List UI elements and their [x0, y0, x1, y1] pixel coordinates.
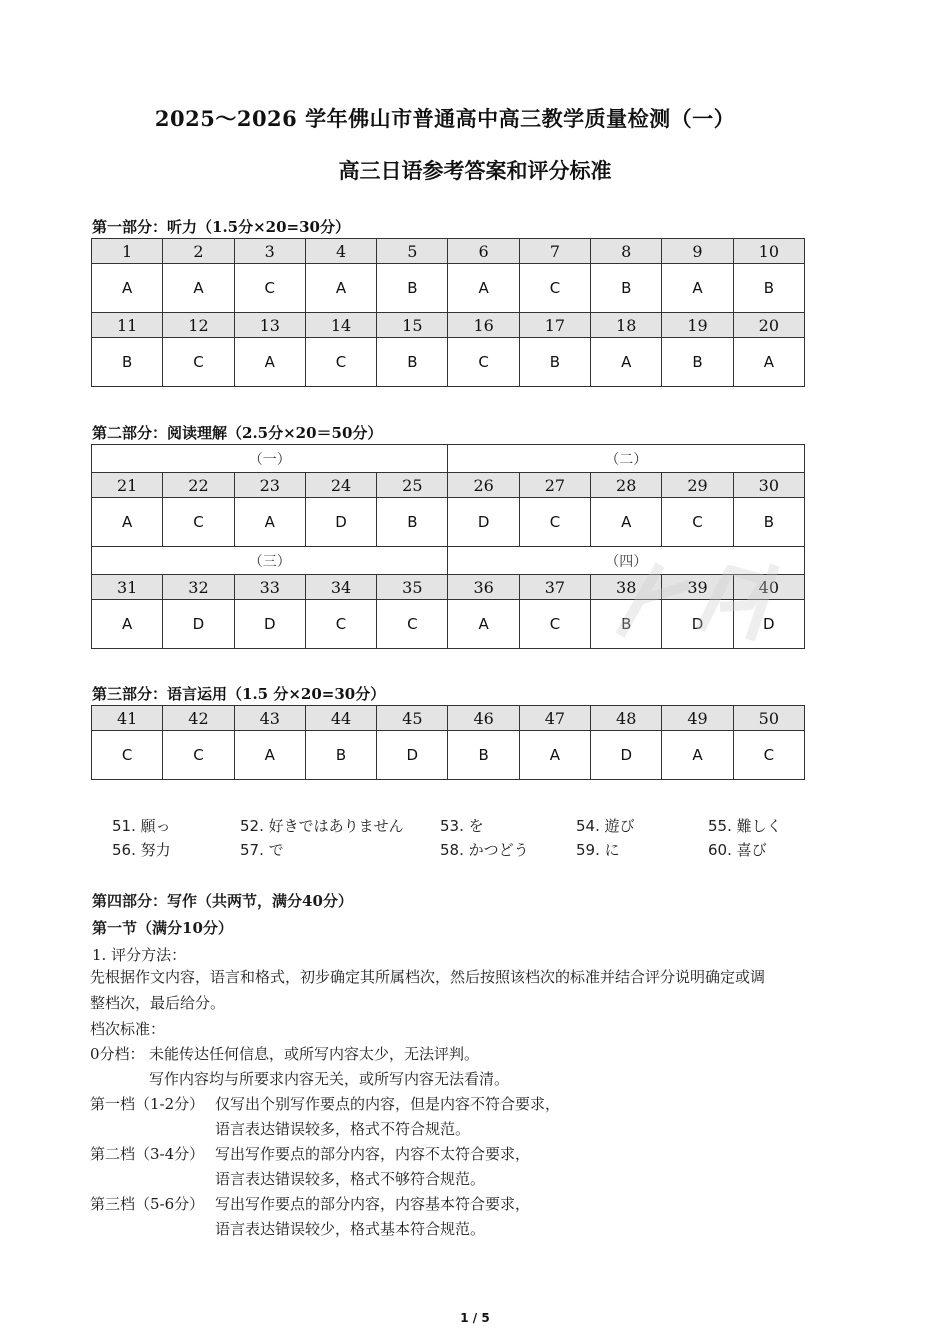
answer-cell: C [448, 338, 519, 387]
question-number-row [92, 473, 805, 498]
grade-standard-title: 档次标准： [90, 1020, 166, 1038]
question-number: 13 [234, 313, 305, 338]
answer-row [92, 731, 805, 780]
question-number: 15 [377, 313, 448, 338]
answer-cell: B [591, 264, 662, 313]
question-number: 2 [163, 239, 234, 264]
grade-label: 第二档（3-4分） [90, 1145, 205, 1163]
question-number: 37 [519, 575, 590, 600]
question-number: 44 [305, 706, 376, 731]
part4-heading: 第四部分：写作（共两节，满分40分） [92, 892, 353, 910]
question-number: 3 [234, 239, 305, 264]
answer-cell: A [591, 498, 662, 547]
fill-answers-row-2 [112, 839, 812, 861]
answer-cell: A [591, 338, 662, 387]
answer-cell: B [733, 498, 804, 547]
answer-cell: A [234, 498, 305, 547]
answer-cell: A [448, 264, 519, 313]
question-number: 12 [163, 313, 234, 338]
question-number: 22 [163, 473, 234, 498]
answer-cell: A [448, 600, 519, 649]
question-number: 6 [448, 239, 519, 264]
answer-cell: D [377, 731, 448, 780]
question-number: 19 [662, 313, 733, 338]
question-number: 34 [305, 575, 376, 600]
question-number: 29 [662, 473, 733, 498]
watermark-graphic [600, 545, 800, 655]
answer-cell: B [305, 731, 376, 780]
part3-heading: 第三部分：语言运用（1.5 分×20=30分） [92, 685, 386, 703]
answer-cell: A [305, 264, 376, 313]
fill-answer: 58. かつどう [440, 841, 529, 859]
grade-line: 写出写作要点的部分内容，内容不太符合要求， [215, 1145, 531, 1163]
question-number: 41 [92, 706, 163, 731]
answer-cell: B [377, 338, 448, 387]
question-number: 26 [448, 473, 519, 498]
part1-answer-table [91, 238, 805, 387]
passage-group-row [92, 445, 805, 473]
page-subtitle: 高三日语参考答案和评分标准 [338, 158, 612, 183]
answer-cell: C [662, 498, 733, 547]
answer-cell: D [448, 498, 519, 547]
answer-cell: C [305, 338, 376, 387]
answer-cell: A [662, 731, 733, 780]
question-number: 42 [163, 706, 234, 731]
grade-line: 仅写出个别写作要点的内容，但是内容不符合要求， [215, 1095, 561, 1113]
fill-answer: 54. 遊び [576, 817, 635, 835]
grade-label: 第一档（1-2分） [90, 1095, 205, 1113]
answer-cell: C [163, 498, 234, 547]
question-number: 33 [234, 575, 305, 600]
fill-answer: 53. を [440, 817, 484, 835]
grade-label: 第三档（5-6分） [90, 1195, 205, 1213]
grade-line: 写作内容均与所要求内容无关，或所写内容无法看清。 [149, 1070, 510, 1088]
question-number: 9 [662, 239, 733, 264]
question-number: 36 [448, 575, 519, 600]
page-title: 2025～2026 学年佛山市普通高中高三教学质量检测（一） [154, 106, 736, 131]
grade-line: 未能传达任何信息，或所写内容太少，无法评判。 [149, 1045, 480, 1063]
part3-answer-table [91, 705, 805, 780]
question-number: 7 [519, 239, 590, 264]
question-number-row [92, 706, 805, 731]
fill-answer: 55. 難しく [708, 817, 782, 835]
question-number: 17 [519, 313, 590, 338]
question-number: 20 [733, 313, 804, 338]
page-number: 1 / 5 [460, 1311, 490, 1325]
question-number: 14 [305, 313, 376, 338]
answer-cell: A [519, 731, 590, 780]
question-number: 24 [305, 473, 376, 498]
part2-heading: 第二部分：阅读理解（2.5分×20＝50分） [92, 424, 383, 442]
question-number: 11 [92, 313, 163, 338]
question-number: 25 [377, 473, 448, 498]
answer-cell: D [234, 600, 305, 649]
answer-cell: D [163, 600, 234, 649]
question-number: 48 [591, 706, 662, 731]
answer-cell: B [733, 264, 804, 313]
question-number: 18 [591, 313, 662, 338]
answer-row [92, 338, 805, 387]
question-number-row [92, 313, 805, 338]
question-number: 23 [234, 473, 305, 498]
question-number: 21 [92, 473, 163, 498]
question-number: 8 [591, 239, 662, 264]
method-text-line2: 整档次，最后给分。 [90, 994, 226, 1012]
grade-label: 0分档： [90, 1045, 145, 1063]
passage-group-label: （二） [448, 445, 805, 473]
question-number: 10 [733, 239, 804, 264]
answer-cell: B [377, 498, 448, 547]
answer-cell: B [92, 338, 163, 387]
question-number: 35 [377, 575, 448, 600]
answer-cell: B [448, 731, 519, 780]
question-number: 47 [519, 706, 590, 731]
question-number: 45 [377, 706, 448, 731]
question-number: 50 [733, 706, 804, 731]
fill-answer: 57. で [240, 841, 284, 859]
grade-line: 语言表达错误较多，格式不够符合规范。 [215, 1170, 486, 1188]
answer-cell: B [591, 600, 662, 649]
passage-group-label: （一） [92, 445, 448, 473]
answer-cell: A [92, 600, 163, 649]
question-number: 46 [448, 706, 519, 731]
question-number: 28 [591, 473, 662, 498]
fill-answer: 51. 願っ [112, 817, 171, 835]
answer-cell: D [733, 600, 804, 649]
fill-answer: 59. に [576, 841, 620, 859]
question-number: 38 [591, 575, 662, 600]
answer-cell: C [163, 338, 234, 387]
question-number: 39 [662, 575, 733, 600]
question-number: 49 [662, 706, 733, 731]
answer-cell: C [234, 264, 305, 313]
answer-cell: D [305, 498, 376, 547]
method-text-line1: 先根据作文内容，语言和格式，初步确定其所属档次，然后按照该档次的标准并结合评分说明确定或调 [90, 968, 766, 986]
answer-cell: D [662, 600, 733, 649]
grade-line: 语言表达错误较少，格式基本符合规范。 [215, 1220, 486, 1238]
answer-cell: B [519, 338, 590, 387]
question-number: 5 [377, 239, 448, 264]
question-number: 16 [448, 313, 519, 338]
fill-answer: 60. 喜び [708, 841, 767, 859]
method-title: 1. 评分方法： [92, 946, 187, 964]
answer-cell: C [163, 731, 234, 780]
grade-line: 写出写作要点的部分内容，内容基本符合要求， [215, 1195, 531, 1213]
question-number-row [92, 239, 805, 264]
question-number: 30 [733, 473, 804, 498]
answer-cell: C [519, 600, 590, 649]
question-number: 31 [92, 575, 163, 600]
answer-row [92, 264, 805, 313]
fill-answers-row-1 [112, 815, 812, 837]
grade-line: 语言表达错误较多，格式不符合规范。 [215, 1120, 471, 1138]
answer-cell: A [163, 264, 234, 313]
question-number: 4 [305, 239, 376, 264]
answer-cell: C [305, 600, 376, 649]
answer-cell: A [234, 731, 305, 780]
answer-cell: A [733, 338, 804, 387]
question-number: 43 [234, 706, 305, 731]
question-number: 32 [163, 575, 234, 600]
passage-group-label: （三） [92, 547, 448, 575]
answer-cell: C [377, 600, 448, 649]
fill-answer: 56. 努力 [112, 841, 171, 859]
answer-cell: A [662, 264, 733, 313]
answer-cell: C [519, 264, 590, 313]
answer-row [92, 498, 805, 547]
answer-cell: A [234, 338, 305, 387]
answer-cell: C [519, 498, 590, 547]
fill-answer: 52. 好きではありません [240, 817, 404, 835]
answer-cell: A [92, 264, 163, 313]
answer-cell: B [377, 264, 448, 313]
question-number: 1 [92, 239, 163, 264]
passage-group-label: （四） [448, 547, 805, 575]
answer-cell: B [662, 338, 733, 387]
answer-cell: A [92, 498, 163, 547]
section1-heading: 第一节（满分10分） [92, 919, 233, 937]
question-number: 27 [519, 473, 590, 498]
part1-heading: 第一部分：听力（1.5分×20=30分） [92, 218, 350, 236]
answer-cell: C [733, 731, 804, 780]
answer-cell: C [92, 731, 163, 780]
question-number: 40 [733, 575, 804, 600]
answer-cell: D [591, 731, 662, 780]
